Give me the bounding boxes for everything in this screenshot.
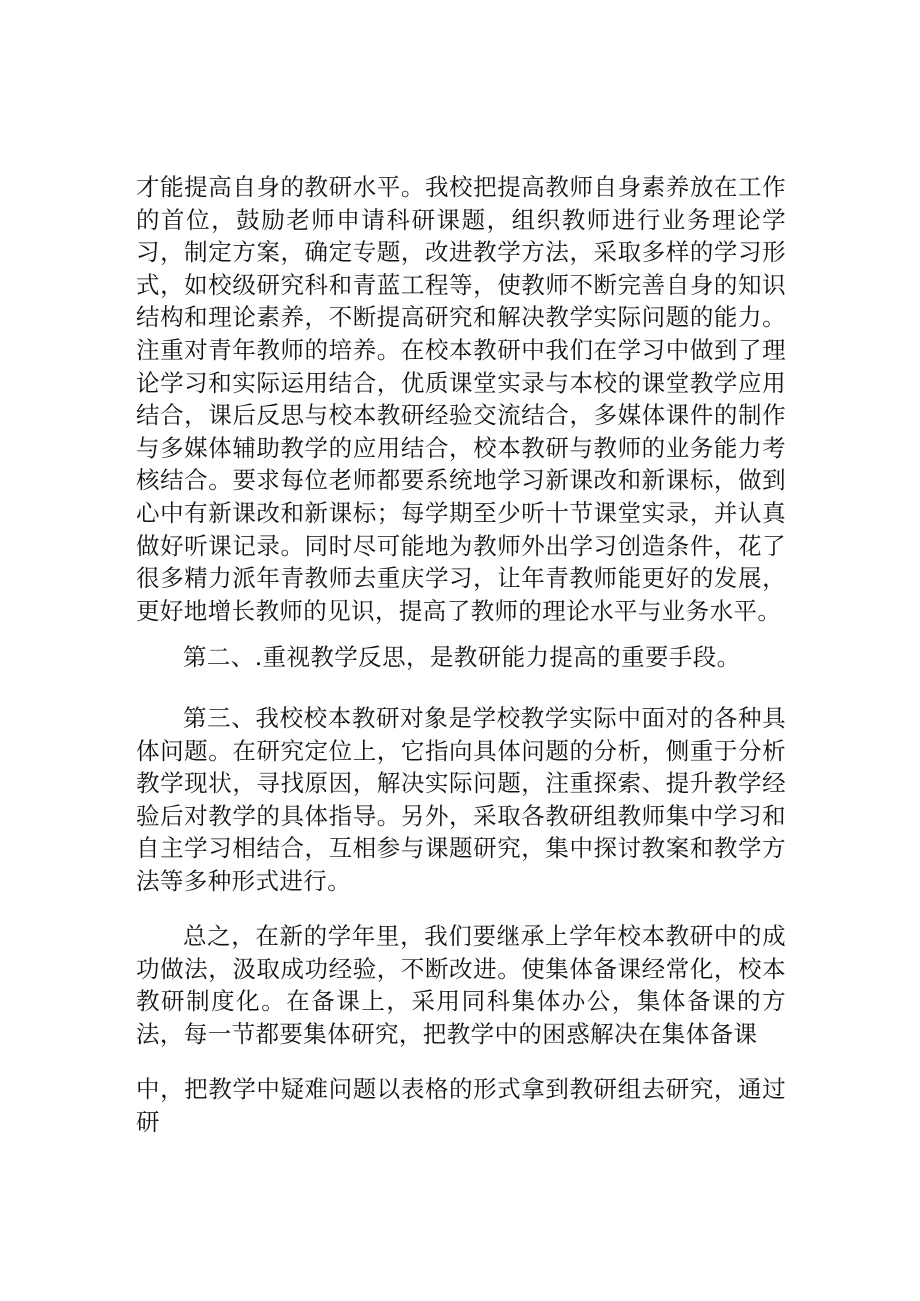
paragraph-summary: 总之，在新的学年里，我们要继承上学年校本教研中的成功做法，汲取成功经验，不断改进。使集体备课经常化，校本教研制度化。在备课上，采用同科集体办公，集体备课的方法，每一节都要集体研究，把教学中的困惑解决在集体备课 <box>136 922 786 1048</box>
paragraph-teacher-training: 才能提高自身的教研水平。我校把提高教师自身素养放在工作的首位，鼓励老师申请科研课题，组织教师进行业务理论学习，制定方案，确定专题，改进教学方法，采取多样的学习形式，如校级研究科和青蓝工程等，使教师不断完善自身的知识结构和理论素养，不断提高研究和解决教学实际问题的能力。注重对青年教师的培养。在校本教研中我们在学习中做到了理论学习和实际运用结合，优质课堂实录与本校的课堂教学应用结合，课后反思与校本教研经验交流结合，多媒体课件的制作与多媒体辅助教学的应用结合，校本教研与教师的业务能力考核结合。要求每位老师都要系统地学习新课改和新课标，做到心中有新课改和新课标；每学期至少听十节课堂实录，并认真做好听课记录。同时尽可能地为教师外出学习创造条件，花了很多精力派年青教师去重庆学习，让年青教师能更好的发展，更好地增长教师的见识，提高了教师的理论水平与业务水平。 <box>136 173 786 625</box>
paragraph-second-point: 第二、.重视教学反思，是教研能力提高的重要手段。 <box>183 643 741 671</box>
paragraph-continuation: 中，把教学中疑难问题以表格的形式拿到教研组去研究，通过研 <box>136 1075 786 1136</box>
paragraph-third-point: 第三、我校校本教研对象是学校教学实际中面对的各种具体问题。在研究定位上，它指向具体问题的分析，侧重于分析教学现状，寻找原因，解决实际问题，注重探索、提升教学经验后对教学的具体指导。另外，采取各教研组教师集中学习和自主学习相结合，互相参与课题研究，集中探讨教案和教学方法等多种形式进行。 <box>136 704 786 895</box>
